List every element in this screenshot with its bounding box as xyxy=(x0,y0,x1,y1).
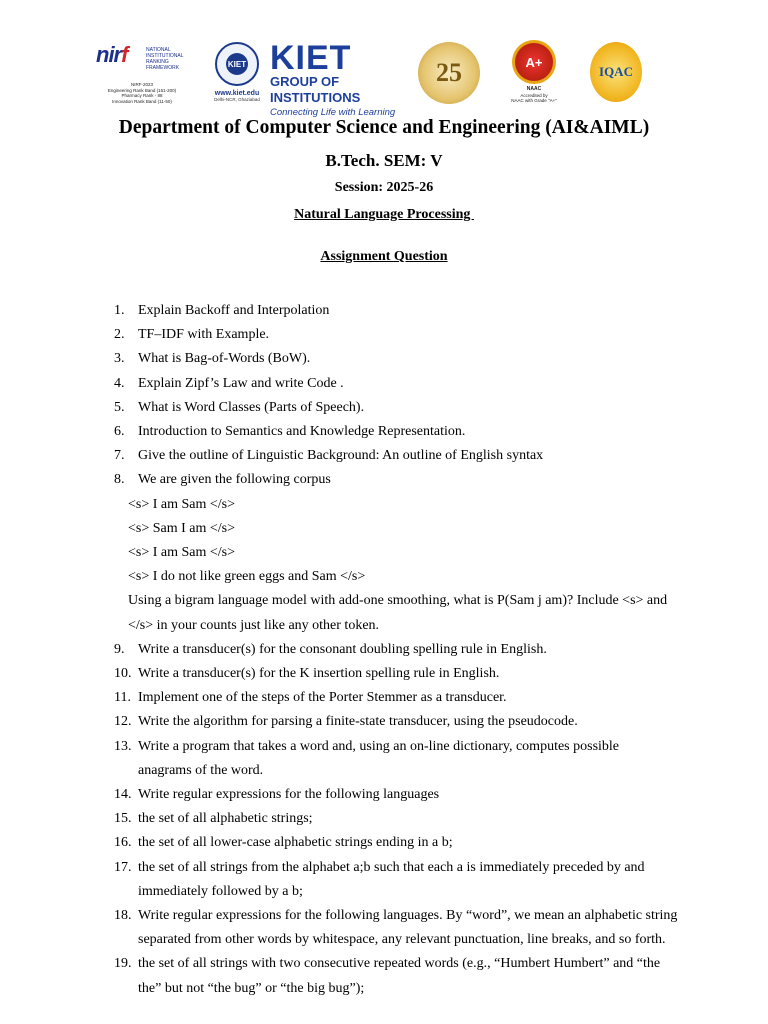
question-text: TF–IDF with Example. xyxy=(138,327,270,343)
question-number: 17. xyxy=(114,859,132,875)
course-title: Natural Language Processing xyxy=(294,207,474,222)
question-text: Give the outline of Linguistic Background: An outline of English syntax xyxy=(138,448,544,464)
list-item xyxy=(0,787,768,807)
list-item xyxy=(0,956,768,976)
logo-strip xyxy=(96,39,656,118)
list-item xyxy=(0,763,768,783)
list-item xyxy=(0,521,768,541)
question-text: separated from other words by whitespace, any relevant punctuation, line breaks, and so forth. xyxy=(138,932,666,948)
question-text: Explain Zipf’s Law and write Code . xyxy=(138,375,344,391)
question-text: <s> I do not like green eggs and Sam </s> xyxy=(128,569,366,585)
session-title: Session: 2025-26 xyxy=(334,180,434,195)
question-text: anagrams of the word. xyxy=(138,762,264,778)
list-item xyxy=(0,884,768,904)
question-text: We are given the following corpus xyxy=(138,472,331,488)
department-title: Department of Computer Science and Engineering (AI&AIML) xyxy=(118,117,650,138)
kiet-title: KIET xyxy=(270,39,352,77)
nirf-side-text: NATIONAL INSTITUTIONAL RANKING FRAMEWORK xyxy=(146,47,184,71)
question-number: 10. xyxy=(114,666,132,681)
list-item xyxy=(0,642,768,662)
naac-text: NAAC Accredited by NAAC with Grade "A+" xyxy=(511,86,557,103)
seal-url: www.kiet.edu xyxy=(214,90,260,97)
question-text: Write a program that takes a word and, using an on-line dictionary, computes possible xyxy=(138,738,620,754)
kiet-group: GROUP OF INSTITUTIONS xyxy=(270,74,361,105)
list-item xyxy=(0,690,768,710)
question-number: 4. xyxy=(114,375,125,391)
question-text: the set of all strings with two consecutive repeated words (e.g., “Humbert Humbert” and “the xyxy=(138,956,661,972)
question-text: </s> in your counts just like any other token. xyxy=(128,617,380,633)
question-text: <s> Sam I am </s> xyxy=(128,520,236,536)
question-number: 6. xyxy=(114,424,125,439)
list-item xyxy=(0,811,768,831)
semester-title: B.Tech. SEM: V xyxy=(325,151,443,170)
question-number: 18. xyxy=(114,908,132,923)
question-number: 3. xyxy=(114,351,125,367)
question-number: 9. xyxy=(114,641,125,657)
list-item xyxy=(0,351,768,371)
question-number: 19. xyxy=(114,956,132,972)
list-item xyxy=(0,327,768,347)
list-item xyxy=(0,666,768,686)
question-text: Implement one of the steps of the Porter Stemmer as a transducer. xyxy=(138,690,507,706)
kiet-logo xyxy=(270,39,410,118)
question-text: <s> I am Sam </s> xyxy=(128,545,236,560)
question-number: 11. xyxy=(114,690,131,706)
question-text: Write a transducer(s) for the consonant doubling spelling rule in English. xyxy=(138,641,547,657)
25-years-celebration-logo xyxy=(418,42,480,104)
question-number: 14. xyxy=(114,787,132,802)
list-item xyxy=(0,932,768,952)
naac-logo xyxy=(502,40,566,106)
kiet-seal-logo xyxy=(214,40,260,106)
question-number: 8. xyxy=(114,472,125,488)
question-number: 7. xyxy=(114,448,125,464)
nirf-mark: nirf xyxy=(96,42,128,67)
question-text: What is Word Classes (Parts of Speech). xyxy=(138,399,365,415)
list-item xyxy=(0,545,768,565)
question-number: 16. xyxy=(114,835,132,851)
list-item xyxy=(0,593,768,613)
naac-badge-icon: A+ xyxy=(512,40,556,84)
nirf-rank-text: NIRF-2023 Engineering Rank Band (151-200) Pharmacy Rank - 88 Innovation Rank Band (11-50) xyxy=(107,82,177,104)
question-text: Introduction to Semantics and Knowledge Representation. xyxy=(138,424,466,439)
list-item xyxy=(0,376,768,396)
kiet-tagline: Connecting Life with Learning xyxy=(270,107,396,118)
list-item xyxy=(0,303,768,323)
list-item xyxy=(0,860,768,880)
question-text: the set of all lower-case alphabetic strings ending in a b; xyxy=(138,835,453,851)
list-item xyxy=(0,835,768,855)
list-item xyxy=(0,739,768,759)
question-text: the set of all alphabetic strings; xyxy=(138,811,313,827)
list-item xyxy=(0,448,768,468)
iqac-text: IQAC xyxy=(599,64,633,79)
list-item xyxy=(0,472,768,492)
question-text: <s> I am Sam </s> xyxy=(128,496,236,512)
list-item xyxy=(0,400,768,420)
question-text: Write a transducer(s) for the K insertion spelling rule in English. xyxy=(138,666,500,681)
question-text: Explain Backoff and Interpolation xyxy=(138,303,330,318)
question-number: 13. xyxy=(114,738,132,754)
list-item xyxy=(0,618,768,638)
question-text: Write regular expressions for the following languages. By “word”, we mean an alphabetic string xyxy=(138,908,678,923)
list-item xyxy=(0,714,768,734)
question-text: Write the algorithm for parsing a finite-state transducer, using the pseudocode. xyxy=(138,714,578,730)
question-number: 12. xyxy=(114,714,132,730)
celebration-number: 25 xyxy=(436,58,462,87)
list-item xyxy=(0,497,768,517)
question-number: 5. xyxy=(114,399,125,415)
question-number: 2. xyxy=(114,327,125,343)
question-text: the” but not “the bug” or “the big bug”); xyxy=(138,980,365,996)
list-item xyxy=(0,424,768,444)
seal-emblem-icon: KIET xyxy=(215,42,259,86)
list-item xyxy=(0,908,768,928)
question-text: Write regular expressions for the following languages xyxy=(138,787,440,802)
list-item xyxy=(0,569,768,589)
question-text: the set of all strings from the alphabet a;b such that each a is immediately preceded by and xyxy=(138,859,645,875)
seal-location: Delhi-NCR, Ghaziabad xyxy=(214,97,260,102)
question-number: 1. xyxy=(114,303,125,318)
question-text: What is Bag-of-Words (BoW). xyxy=(138,351,311,367)
assignment-heading: Assignment Question xyxy=(320,249,448,264)
question-text: immediately followed by a b; xyxy=(138,883,303,899)
iqac-logo xyxy=(590,42,642,102)
question-number: 15. xyxy=(114,811,132,827)
list-item xyxy=(0,981,768,1001)
nirf-logo xyxy=(96,44,196,104)
question-text: Using a bigram language model with add-one smoothing, what is P(Sam j am)? Include <s> and xyxy=(128,593,668,609)
